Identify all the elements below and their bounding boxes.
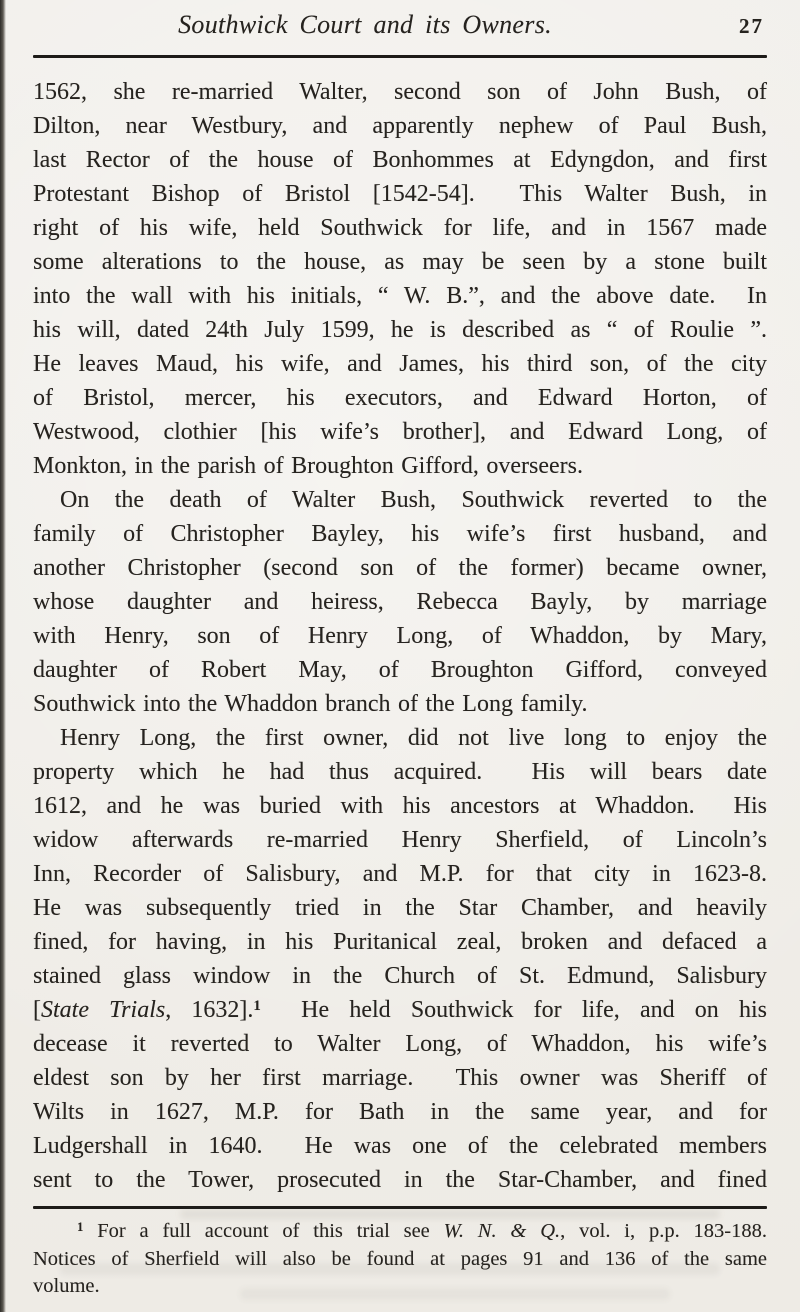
- text-line: [33, 1246, 767, 1274]
- text-segment: , vol. i, p.p. 183-188.: [560, 1220, 767, 1242]
- text-line: [33, 1163, 767, 1197]
- text-segment: Dilton, near Westbury, and apparently nephew of Paul Bush,: [33, 113, 767, 139]
- text-segment: He leaves Maud, his wife, and James, his third son, of the city: [33, 351, 767, 377]
- text-line: [33, 1129, 767, 1163]
- footnote-marker: 1: [253, 998, 261, 1015]
- running-header-title: Southwick Court and its Owners.: [178, 10, 552, 39]
- text-line: [33, 483, 767, 517]
- text-line: [33, 143, 767, 177]
- text-segment: Inn, Recorder of Salisbury, and M.P. for that city in 1623-8.: [33, 861, 767, 887]
- text-line: [33, 551, 767, 585]
- text-segment: right of his wife, held Southwick for life, and in 1567 made: [33, 215, 767, 241]
- text-line: [33, 1095, 767, 1129]
- text-line: [33, 1027, 767, 1061]
- text-line: [33, 925, 767, 959]
- text-line: [33, 1218, 767, 1246]
- text-segment: of Bristol, mercer, his executors, and Edward Horton, of: [33, 385, 767, 411]
- text-segment: fined, for having, in his Puritanical zeal, broken and defaced a: [33, 929, 767, 955]
- text-segment: Wilts in 1627, M.P. for Bath in the same year, and for: [33, 1099, 767, 1125]
- footnote: [33, 1218, 767, 1301]
- text-line: [33, 449, 767, 483]
- text-segment: Monkton, in the parish of Broughton Gifford, overseers.: [33, 453, 583, 479]
- text-line: [33, 687, 767, 721]
- text-line: [33, 755, 767, 789]
- text-segment: State Trials: [41, 997, 166, 1023]
- text-line: [33, 245, 767, 279]
- text-line: [33, 279, 767, 313]
- footnote-rule: [33, 1206, 767, 1209]
- text-line: [33, 415, 767, 449]
- text-segment: daughter of Robert May, of Broughton Gifford, conveyed: [33, 657, 767, 683]
- text-line: [33, 857, 767, 891]
- text-line: [33, 721, 767, 755]
- text-segment: [: [33, 997, 41, 1023]
- text-line: [33, 619, 767, 653]
- text-segment: property which he had thus acquired. His will bears date: [33, 759, 767, 785]
- text-line: [33, 585, 767, 619]
- text-segment: decease it reverted to Walter Long, of Whaddon, his wife’s: [33, 1031, 767, 1057]
- text-line: [33, 517, 767, 551]
- text-segment: He held Southwick for life, and on his: [260, 997, 767, 1023]
- text-line: [33, 75, 767, 109]
- text-segment: Notices of Sherfield will also be found at pages 91 and 136 of the same: [33, 1247, 767, 1270]
- text-segment: with Henry, son of Henry Long, of Whaddon, by Mary,: [33, 623, 767, 649]
- text-segment: , 1632].: [165, 997, 254, 1023]
- text-segment: sent to the Tower, prosecuted in the Star-Chamber, and fined: [33, 1167, 767, 1193]
- text-segment: whose daughter and heiress, Rebecca Bayly, by marriage: [33, 589, 767, 615]
- text-line: [33, 789, 767, 823]
- text-segment: some alterations to the house, as may be seen by a stone built: [33, 249, 767, 275]
- text-line: [33, 347, 767, 381]
- text-segment: W. N. & Q.: [443, 1220, 561, 1242]
- text-line: [33, 823, 767, 857]
- text-segment: For a full account of this trial see: [83, 1220, 444, 1242]
- header-rule: [33, 55, 767, 58]
- text-line: [33, 1273, 767, 1301]
- text-segment: widow afterwards re-married Henry Sherfield, of Lincoln’s: [33, 827, 767, 853]
- text-line: [33, 959, 767, 993]
- text-segment: volume.: [33, 1275, 100, 1297]
- text-line: [33, 993, 767, 1027]
- text-segment: Protestant Bishop of Bristol [1542-54]. This Walter Bush, in: [33, 181, 767, 207]
- body-text: [33, 75, 767, 1197]
- text-line: [33, 211, 767, 245]
- scan-edge-shadow: [0, 0, 6, 1312]
- text-line: [33, 313, 767, 347]
- text-line: [33, 381, 767, 415]
- text-segment: Henry Long, the first owner, did not live long to enjoy the: [60, 725, 767, 751]
- text-line: [33, 653, 767, 687]
- text-line: [33, 109, 767, 143]
- text-segment: another Christopher (second son of the former) became owner,: [33, 555, 767, 581]
- text-segment: Southwick into the Whaddon branch of the Long family.: [33, 691, 588, 717]
- footnote-marker: 1: [77, 1220, 84, 1235]
- text-segment: into the wall with his initials, “ W. B.”, and the above date. In: [33, 283, 767, 309]
- text-line: [33, 891, 767, 925]
- text-segment: stained glass window in the Church of St. Edmund, Salisbury: [33, 963, 767, 989]
- text-segment: He was subsequently tried in the Star Chamber, and heavily: [33, 895, 767, 921]
- text-line: [33, 177, 767, 211]
- text-segment: last Rector of the house of Bonhommes at Edyngdon, and first: [33, 147, 767, 173]
- page-number: 27: [739, 14, 764, 38]
- text-segment: family of Christopher Bayley, his wife’s first husband, and: [33, 521, 767, 547]
- text-segment: Westwood, clothier [his wife’s brother], and Edward Long, of: [33, 419, 767, 445]
- text-segment: 1612, and he was buried with his ancestors at Whaddon. His: [33, 793, 767, 819]
- text-segment: eldest son by her first marriage. This owner was Sheriff of: [33, 1065, 767, 1091]
- text-segment: Ludgershall in 1640. He was one of the celebrated members: [33, 1133, 767, 1159]
- text-segment: 1562, she re-married Walter, second son of John Bush, of: [33, 79, 767, 105]
- text-line: [33, 1061, 767, 1095]
- text-segment: his will, dated 24th July 1599, he is described as “ of Roulie ”.: [33, 317, 767, 343]
- text-segment: On the death of Walter Bush, Southwick reverted to the: [60, 487, 767, 513]
